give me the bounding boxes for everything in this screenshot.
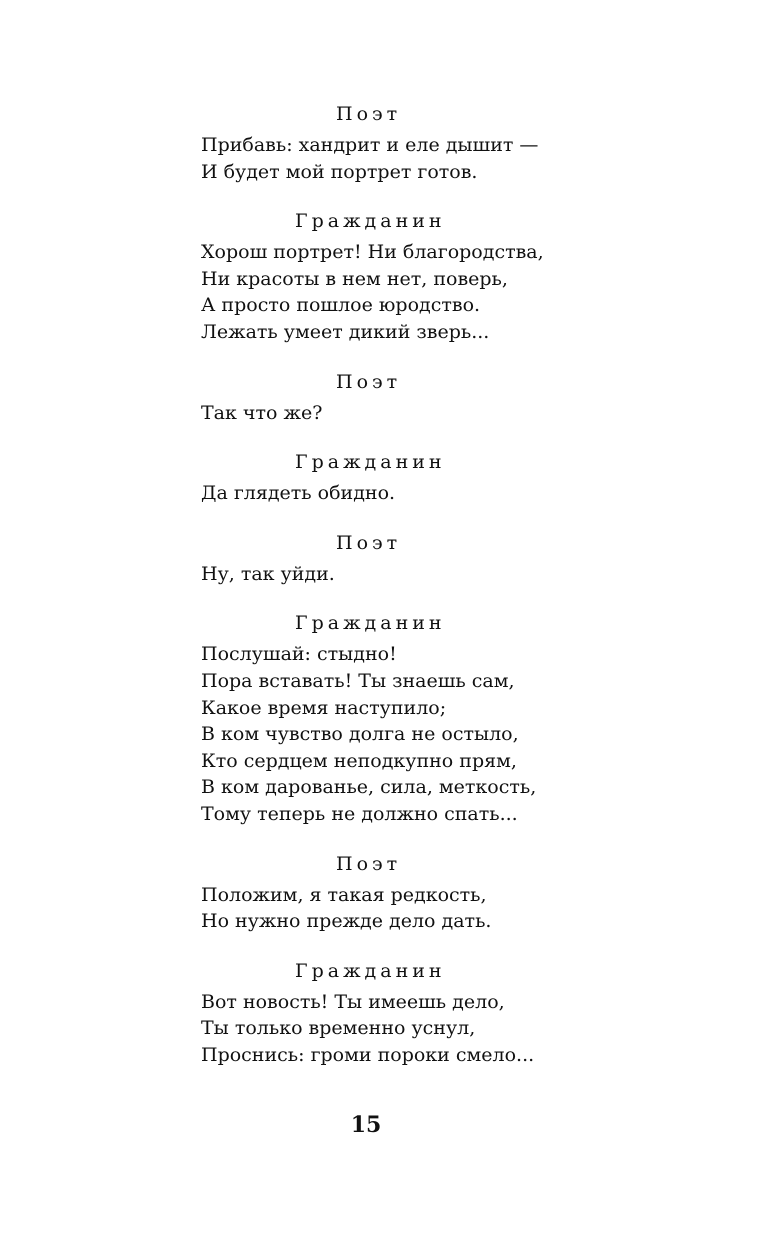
speaker-name: Гражданин	[295, 210, 446, 233]
dialogue-block	[201, 207, 721, 345]
dialogue-block	[201, 850, 721, 935]
verse-line: Тому теперь не должно спать...	[201, 802, 518, 825]
verse-line: Ну, так уйди.	[201, 562, 335, 585]
dialogue-block	[201, 368, 721, 427]
speaker-name: Поэт	[336, 531, 402, 554]
verse-line: Ни красоты в нем нет, поверь,	[201, 267, 508, 290]
poem-text	[201, 100, 721, 1090]
verse-line: Положим, я такая редкость,	[201, 883, 487, 906]
verse-line: В ком дарованье, сила, меткость,	[201, 776, 537, 799]
verse-line: Лежать умеет дикий зверь...	[201, 320, 490, 343]
dialogue-block	[201, 448, 721, 507]
verse-line: Вот новость! Ты имеешь дело,	[201, 990, 505, 1013]
verse-line: Прибавь: хандрит и еле дышит —	[201, 134, 539, 156]
verse-line: Да глядеть обидно.	[201, 482, 396, 505]
dialogue-block	[201, 957, 721, 1069]
verse-line: А просто пошлое юродство.	[201, 294, 481, 317]
verse-line: И будет мой портрет готов.	[201, 160, 478, 183]
verse-line: Пора вставать! Ты знаешь сам,	[201, 669, 515, 692]
speaker-name: Гражданин	[295, 612, 446, 635]
dialogue-block	[201, 100, 721, 185]
dialogue-block	[201, 609, 721, 827]
verse-line: Какое время наступило;	[201, 696, 447, 719]
verse-line: В ком чувство долга не остыло,	[201, 723, 519, 746]
speaker-name: Гражданин	[295, 959, 446, 982]
verse-line: Послушай: стыдно!	[201, 643, 397, 666]
verse-line: Ты только временно уснул,	[201, 1017, 476, 1040]
verse-line: Но нужно прежде дело дать.	[201, 910, 492, 933]
verse-line: Кто сердцем неподкупно прям,	[201, 749, 517, 772]
verse-line: Проснись: громи пороки смело...	[201, 1043, 535, 1066]
speaker-name: Поэт	[336, 370, 402, 393]
verse-line: Так что же?	[201, 401, 323, 424]
page-number-container	[0, 1110, 768, 1140]
speaker-name: Поэт	[336, 852, 402, 875]
verse-line: Хорош портрет! Ни благородства,	[201, 241, 544, 264]
speaker-name: Поэт	[336, 103, 402, 125]
speaker-name: Гражданин	[295, 451, 446, 474]
page-number: 15	[350, 1112, 382, 1138]
dialogue-block	[201, 529, 721, 588]
